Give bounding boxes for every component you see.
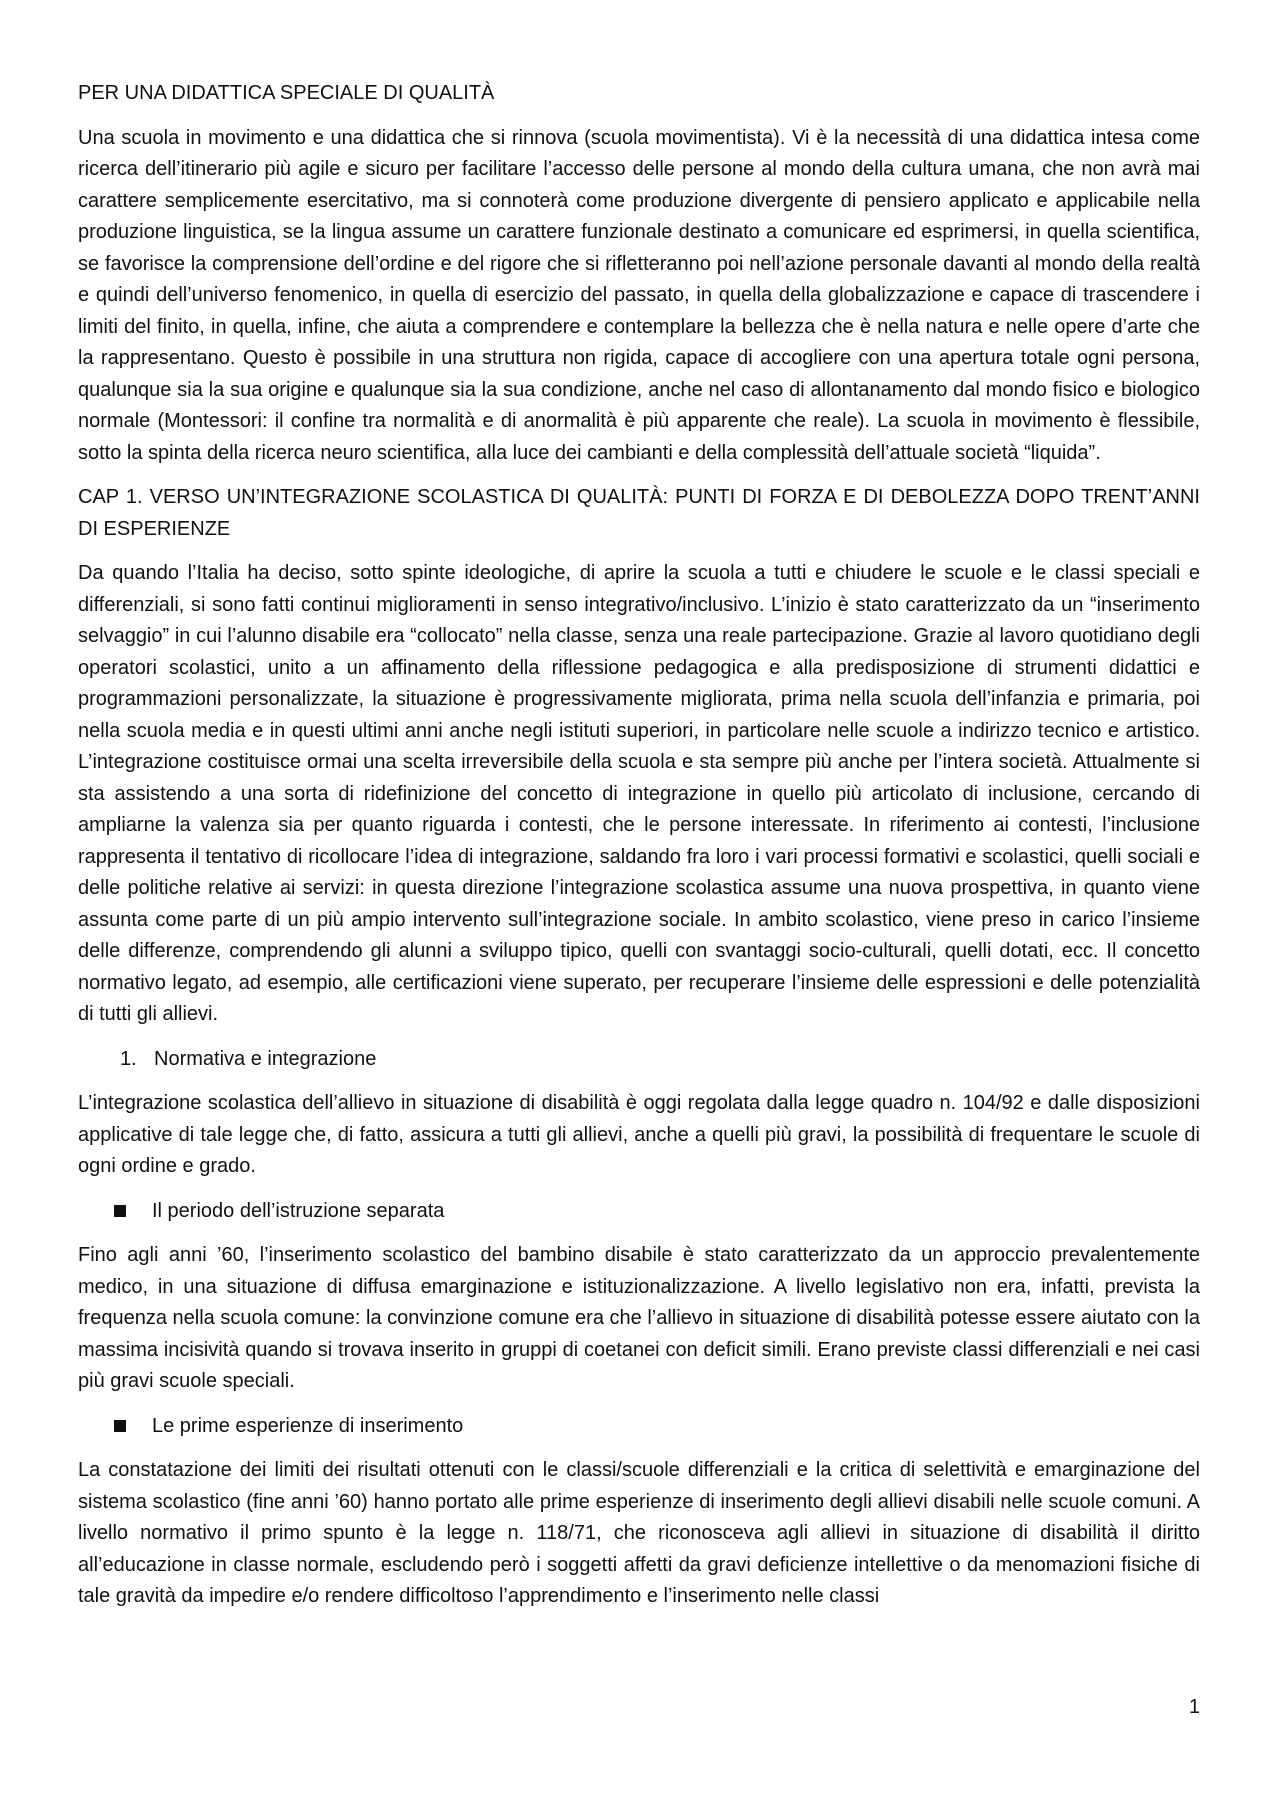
bullet-paragraph-1: Fino agli anni ’60, l’inserimento scolastico del bambino disabile è stato caratterizzato da un approccio prevalentemente medico, in una situazione di diffusa emarginazione e istituzionalizzazione. A livello legislativo non era, infatti, prevista la frequenza nella scuola comune: la convinzione comune era che l’allievo in situazione di disabilità potesse essere aiutato con la massima incisività quando si trovava inserito in gruppi di coetanei con deficit simili. Erano previste classi differenziali e nei casi più gravi scuole speciali.	[78, 1244, 1200, 1392]
square-bullet-icon	[114, 1420, 126, 1432]
bullet-heading-1	[78, 1196, 1200, 1228]
bullet-title-2: Le prime esperienze di inserimento	[152, 1414, 464, 1437]
intro-paragraph: Una scuola in movimento e una didattica che si rinnova (scuola movimentista). Vi è la necessità di una didattica intesa come ricerca dell’itinerario più agile e sicuro per facilitare l’accesso delle persone al mondo della cultura umana, che non avrà mai carattere semplicemente esercitativo, ma si connoterà come produzione divergente di pensiero applicato e applicabile nella produzione linguistica, se la lingua assume un carattere funzionale destinato a comunicare ed esprimersi, in quella scientifica, se favorisce la comprensione dell’ordine e del rigore che si rifletteranno poi nell’azione personale davanti al mondo della realtà e quindi dell’universo fenomenico, in quella di esercizio del passato, in quella della globalizzazione e capace di trascendere i limiti del finito, in quella, infine, che aiuta a comprendere e contemplare la bellezza che è nella natura e nelle opere d’arte che la rappresentano. Questo è possibile in una struttura non rigida, capace di accogliere con una apertura totale ogni persona, qualunque sia la sua origine e qualunque sia la sua condizione, anche nel caso di allontanamento dal mondo fisico e biologico normale (Montessori: il confine tra normalità e di anormalità è più apparente che reale). La scuola in movimento è flessibile, sotto la spinta della ricerca neuro scientifica, alla luce dei cambianti e della complessità dell’attuale società “liquida”.	[78, 126, 1200, 464]
bullet-heading-2	[78, 1411, 1200, 1443]
document-title: PER UNA DIDATTICA SPECIALE DI QUALITÀ	[78, 82, 495, 104]
chapter-title: CAP 1. VERSO UN’INTEGRAZIONE SCOLASTICA DI QUALITÀ: PUNTI DI FORZA E DI DEBOLEZZA DOPO TRENT’ANNI DI ESPERIENZE	[78, 486, 1200, 540]
chapter-paragraph: Da quando l’Italia ha deciso, sotto spinte ideologiche, di aprire la scuola a tutti e chiudere le scuole e le classi speciali e differenziali, si sono fatti continui miglioramenti in senso integrativo/inclusivo. L’inizio è stato caratterizzato da un “inserimento selvaggio” in cui l’alunno disabile era “collocato” nella classe, senza una reale partecipazione. Grazie al lavoro quotidiano degli operatori scolastici, unito a un affinamento della riflessione pedagogica e alla predisposizione di strumenti didattici e programmazioni personalizzate, la situazione è progressivamente migliorata, prima nella scuola dell’infanzia e primaria, poi nella scuola media e in questi ultimi anni anche negli istituti superiori, in particolare nelle scuole a indirizzo tecnico e artistico. L’integrazione costituisce ormai una scelta irreversibile della scuola e sta sempre più anche per l’intera società. Attualmente si sta assistendo a una sorta di ridefinizione del concetto di integrazione in quello più articolato di inclusione, cercando di ampliarne la valenza sia per quanto riguarda i contesti, che le persone interessate. In riferimento ai contesti, l’inclusione rappresenta il tentativo di ricollocare l’idea di integrazione, saldando fra loro i vari processi formativi e scolastici, quelli sociali e delle politiche relative ai servizi: in questa direzione l’integrazione scolastica assume una nuova prospettiva, in quanto viene assunta come parte di un più ampio intervento sull’integrazione sociale. In ambito scolastico, viene preso in carico l’insieme delle differenze, comprendendo gli alunni a sviluppo tipico, quelli con svantaggi socio-culturali, quelli dotati, ecc. Il concetto normativo legato, ad esempio, alle certificazioni viene superato, per recuperare l’insieme delle espressioni e delle potenzialità di tutti gli allievi.	[78, 562, 1200, 1025]
section-paragraph: L’integrazione scolastica dell’allievo in situazione di disabilità è oggi regolata dalla legge quadro n. 104/92 e dalle disposizioni applicative di tale legge che, di fatto, assicura a tutti gli allievi, anche a quelli più gravi, la possibilità di frequentare le scuole di ogni ordine e grado.	[78, 1092, 1200, 1177]
section-title: Normativa e integrazione	[154, 1047, 377, 1070]
bullet-paragraph-2: La constatazione dei limiti dei risultati ottenuti con le classi/scuole differenziali e la critica di selettività e emarginazione del sistema scolastico (fine anni ’60) hanno portato alle prime esperienze di inserimento degli allievi disabili nelle scuole comuni. A livello normativo il primo spunto è la legge n. 118/71, che riconosceva agli allievi in situazione di disabilità il diritto all’educazione in classe normale, escludendo però i soggetti affetti da gravi deficienze intellettive o da menomazioni fisiche di tale gravità da impedire e/o rendere difficoltoso l’apprendimento e l’inserimento nelle classi	[78, 1459, 1200, 1607]
section-heading	[78, 1044, 1200, 1076]
document-page	[78, 78, 1200, 1626]
page-number: 1	[1188, 1696, 1200, 1718]
section-number: 1.	[120, 1047, 137, 1070]
bullet-title-1: Il periodo dell’istruzione separata	[152, 1199, 445, 1222]
square-bullet-icon	[114, 1205, 126, 1217]
